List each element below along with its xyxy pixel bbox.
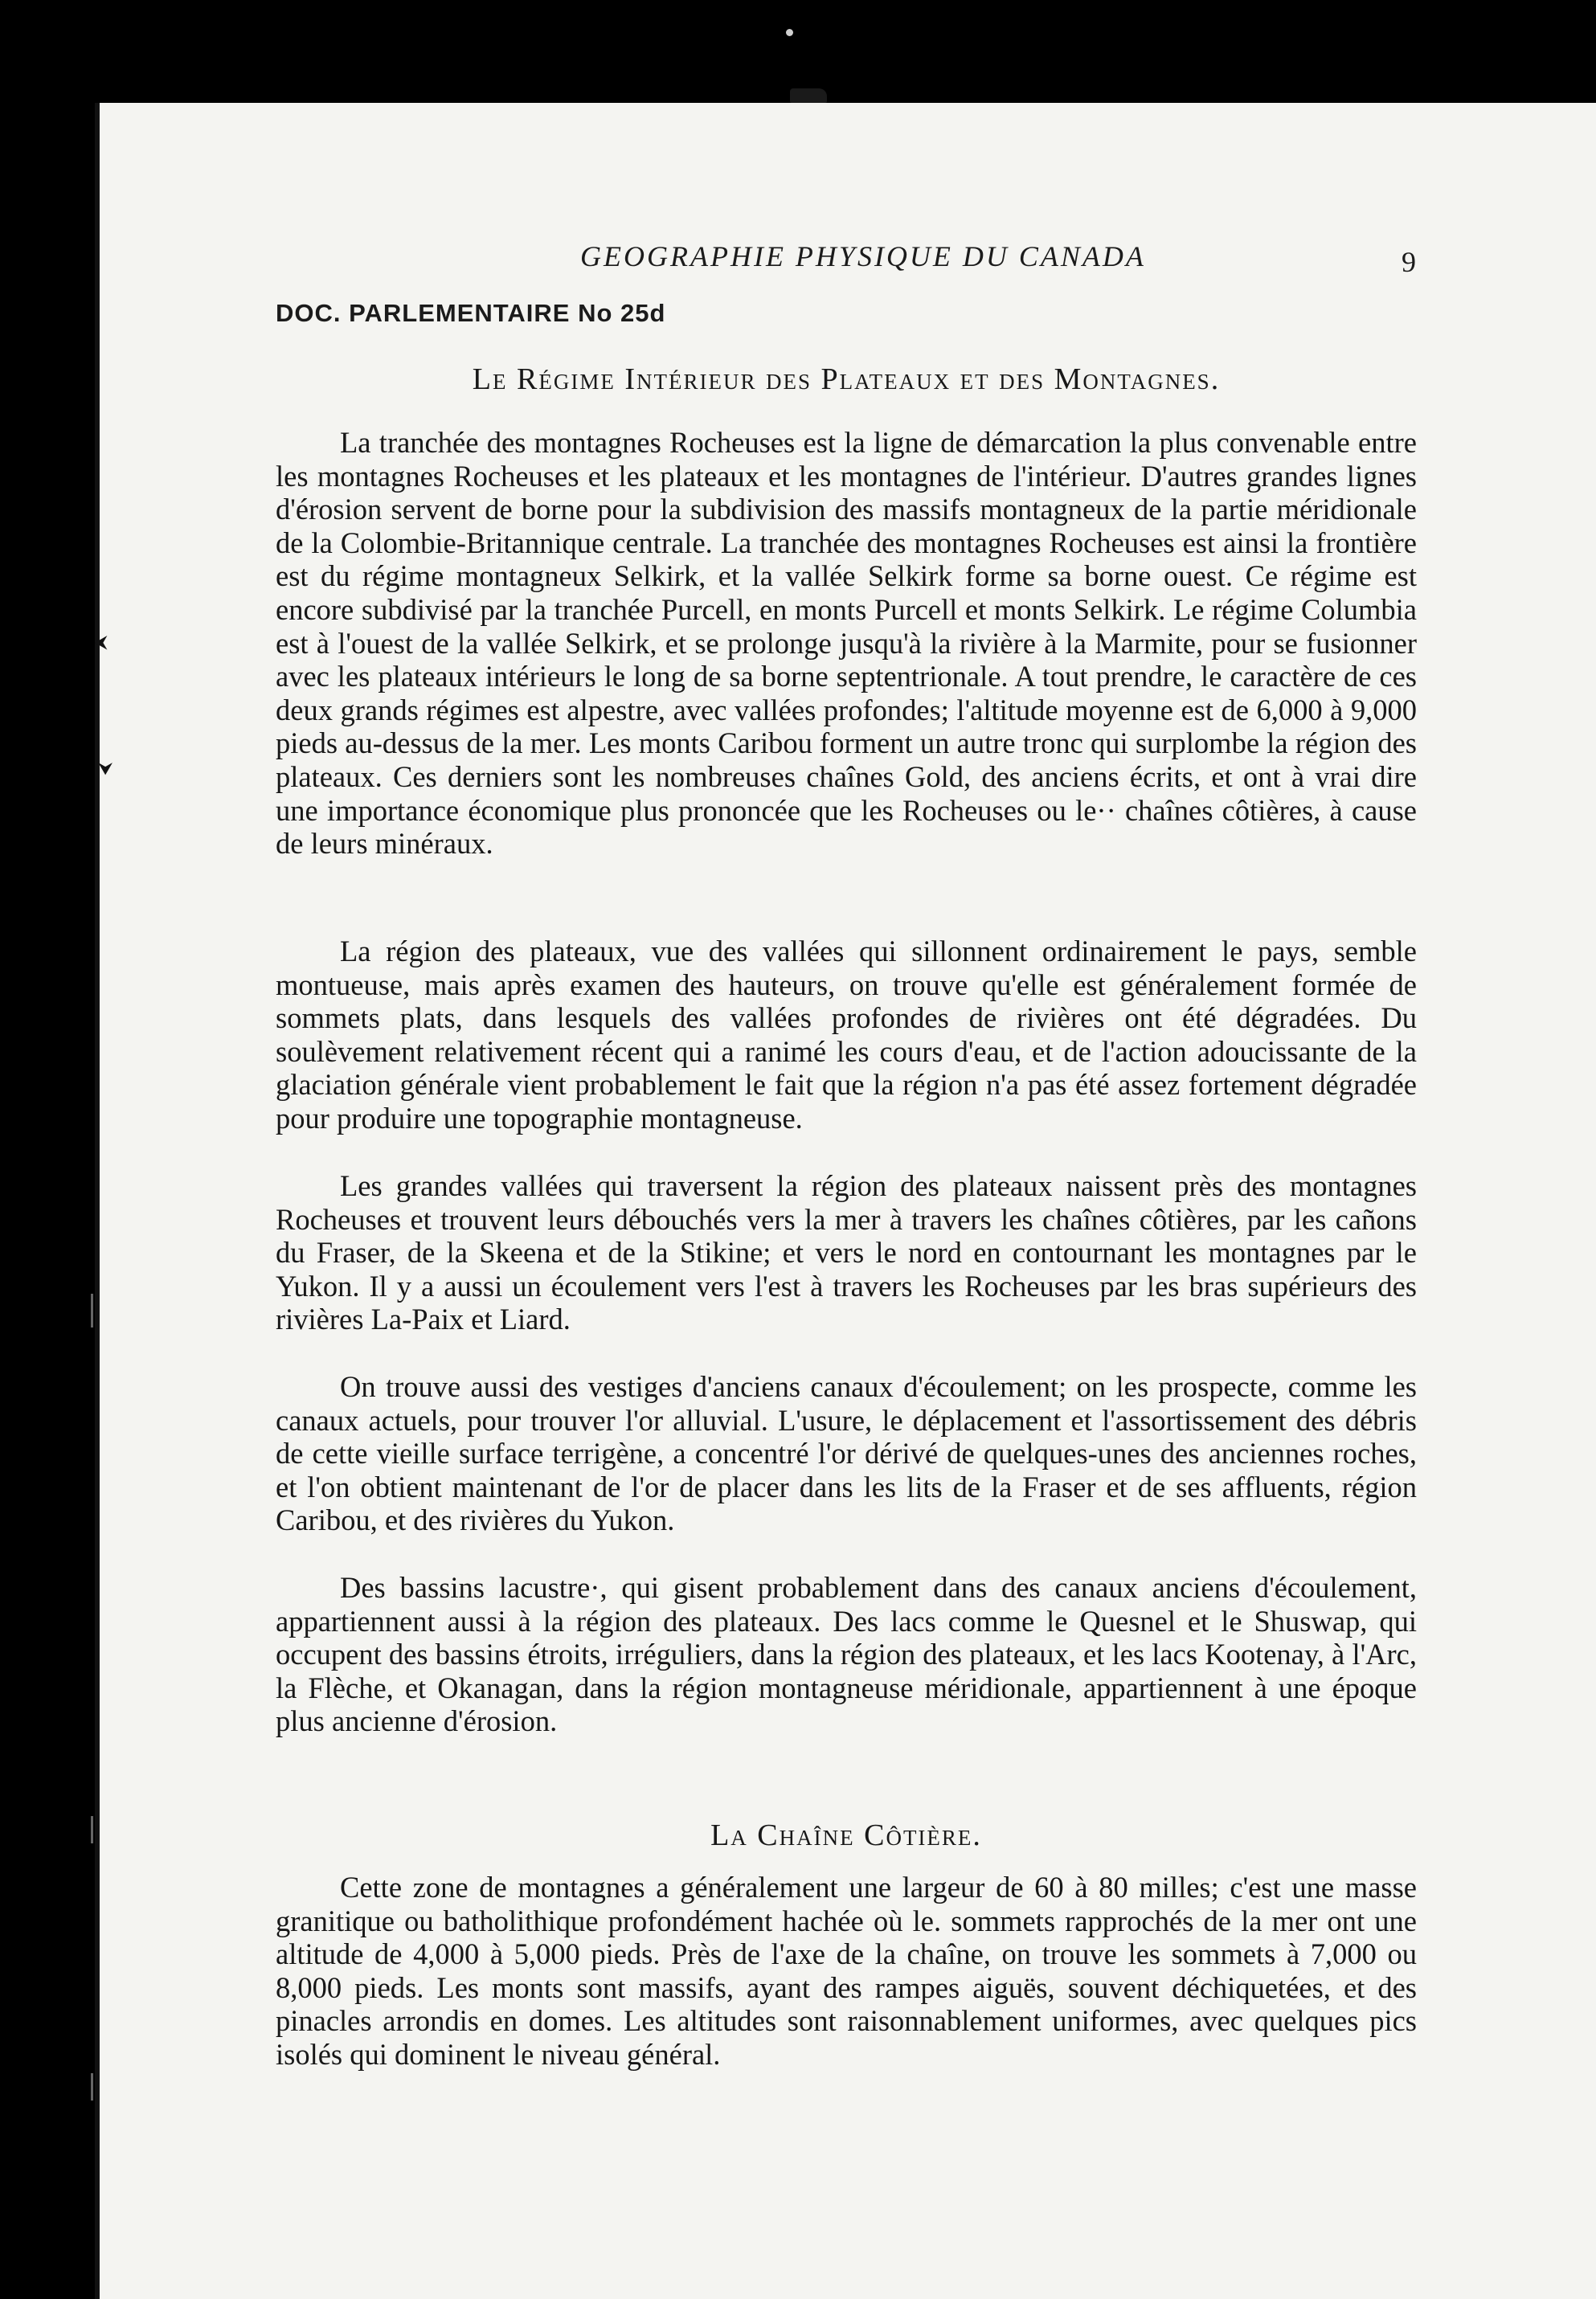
margin-tick: [91, 1294, 93, 1327]
margin-arrow-icon: ⮟: [98, 759, 113, 779]
paragraph-text: La tranchée des montagnes Rocheuses est la ligne de démarcation la plus convenable entre les montagnes Rocheuses et les plateaux et les montagnes de l'intérieur. D'autres grandes lignes d'érosion servent de borne pour la subdivision des massifs montagneux de la partie méridionale de la Colombie-Britannique centrale. La tranchée des montagnes Rocheuses est ainsi la frontière est du régime montagneux Selkirk, et la vallée Selkirk forme sa borne ouest. Ce régime est encore subdivisé par la tranchée Purcell, en monts Purcell et monts Selkirk. Le régime Columbia est à l'ouest de la vallée Selkirk, et se prolonge jusqu'à la rivière à la Marmite, pour se fusionner avec les plateaux intérieurs le long de sa borne septentrionale. A tout prendre, le caractère de ces deux grands régimes est alpestre, avec vallées profondes; l'altitude moyenne est de 6,000 à 9,000 pieds au-dessus de la mer. Les monts Caribou forment un autre tronc qui surplombe la région des plateaux. Ces derniers sont les nombreuses chaînes Gold, des anciens écrits, et ont à vrai dire une importance économique plus prononcée que les Rocheuses ou le·· chaînes côtières, à cause de leurs minéraux.: [276, 426, 1417, 861]
paragraph-2: [276, 935, 1417, 1135]
running-head: GEOGRAPHIE PHYSIQUE DU CANADA: [580, 240, 1146, 272]
section-title-coastal-range: La Chaîne Côtière.: [710, 1818, 982, 1852]
section-title-interior-plateaus: Le Régime Intérieur des Plateaux et des Montagnes.: [472, 362, 1221, 396]
scan-smudge: [790, 88, 827, 103]
margin-tick: [91, 1816, 93, 1843]
paragraph-1: [276, 426, 1417, 861]
paragraph-text: Les grandes vallées qui traversent la région des plateaux naissent près des montagnes Rocheuses et trouvent leurs débouchés vers la mer à travers les chaînes côtières, par les cañons du Fraser, de la Skeena et de la Stikine; et vers le nord en contournant les montagnes par le Yukon. Il y a aussi un écoulement vers l'est à travers les Rocheuses par les bras supérieurs des rivières La-Paix et Liard.: [276, 1169, 1417, 1336]
scan-dust-mark: [786, 29, 793, 36]
paragraph-text: Cette zone de montagnes a généralement une largeur de 60 à 80 milles; c'est une masse granitique ou batholithique profondément hachée où le. sommets rapprochés de la mer ont une altitude de 4,000 à 5,000 pieds. Près de l'axe de la chaîne, on trouve les sommets à 7,000 ou 8,000 pieds. Les monts sont massifs, ayant des rampes aiguës, souvent déchiquetées, et des pinacles arrondis en domes. Les altitudes sont raisonnablement uniformes, avec quelques pics isolés qui dominent le niveau général.: [276, 1871, 1417, 2071]
paragraph-text: La région des plateaux, vue des vallées qui sillonnent ordinairement le pays, semble montueuse, mais après examen des hauteurs, on trouve qu'elle est généralement formée de sommets plats, dans lesquels des vallées profondes de rivières ont été dégradées. Du soulèvement relativement récent qui a ranimé les cours d'eau, et de l'action adoucissante de la glaciation générale vient probablement le fait que la région n'a pas été assez fortement dégradée pour produire une topographie montagneuse.: [276, 935, 1417, 1135]
paragraph-3: [276, 1169, 1417, 1336]
paragraph-text: On trouve aussi des vestiges d'anciens canaux d'écoulement; on les prospecte, comme les canaux actuels, pour trouver l'or alluvial. L'usure, le déplacement et l'assortissement des débris de cette vieille surface terrigène, a concentré l'or dérivé de quelques-unes des anciennes roches, et l'on obtient maintenant de l'or de placer dans les lits de la Fraser et de ses affluents, région Caribou, et des rivières du Yukon.: [276, 1370, 1417, 1537]
page-number: 9: [1402, 246, 1416, 278]
paragraph-4: [276, 1370, 1417, 1537]
page-left-edge: [95, 103, 99, 2299]
paragraph-6: [276, 1871, 1417, 2072]
margin-arrow-icon: ⮜: [95, 632, 108, 652]
paragraph-5: [276, 1571, 1417, 1738]
document-reference: DOC. PARLEMENTAIRE No 25d: [276, 299, 666, 327]
paragraph-text: Des bassins lacustre·, qui gisent probablement dans des canaux anciens d'écoulement, appartiennent aussi à la région des plateaux. Des lacs comme le Quesnel et le Shuswap, qui occupent des bassins étroits, irréguliers, dans la région des plateaux, et les lacs Kootenay, à l'Arc, la Flèche, et Okanagan, dans la région montagneuse méridionale, appartiennent à une époque plus ancienne d'érosion.: [276, 1571, 1417, 1738]
margin-tick: [91, 2073, 93, 2101]
